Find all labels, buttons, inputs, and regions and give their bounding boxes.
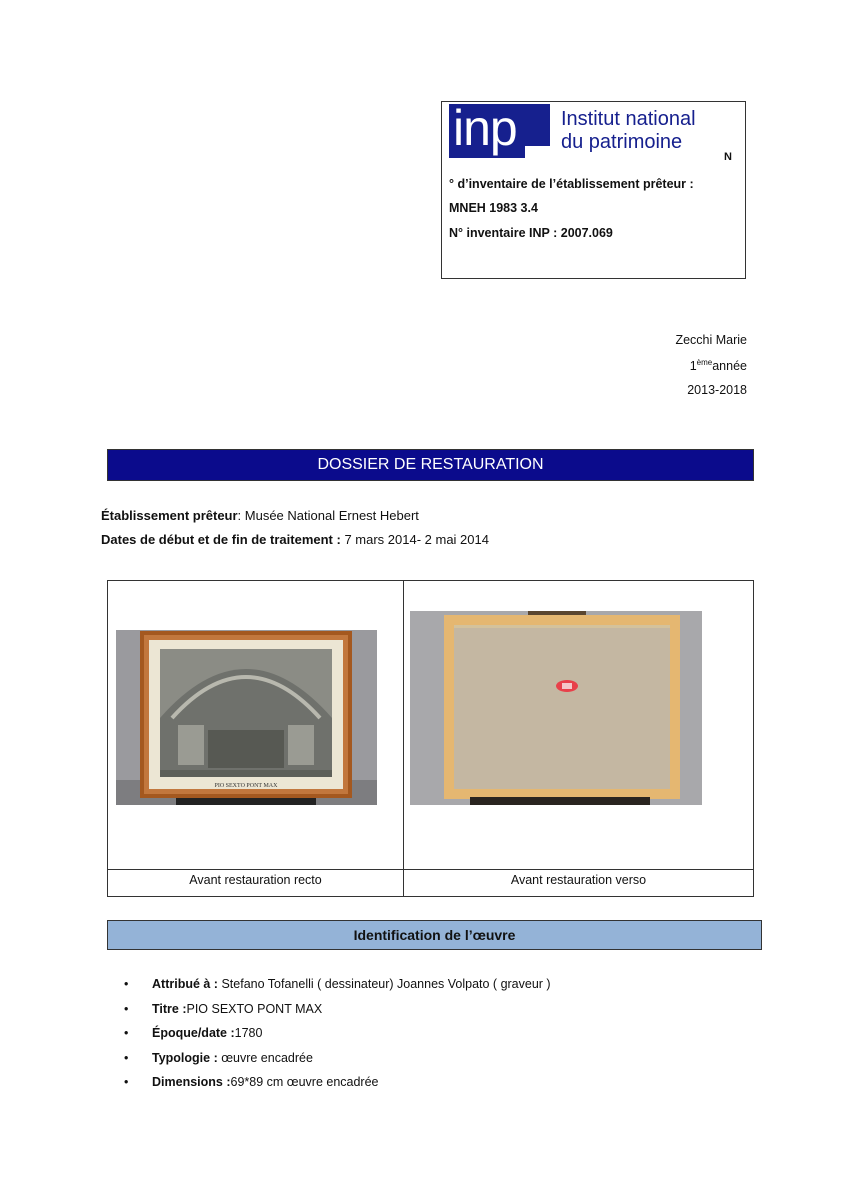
lender-inventory-label: ° d’inventaire de l’établissement prêteur : xyxy=(449,177,694,191)
item-label: Titre : xyxy=(152,1002,187,1016)
bullet: • xyxy=(124,977,129,991)
bullet: • xyxy=(124,1051,129,1065)
bullet: • xyxy=(124,1075,129,1089)
logo-notch xyxy=(525,146,550,158)
stray-letter: N xyxy=(724,151,732,163)
lender-label: Établissement prêteur xyxy=(101,508,238,523)
engraving-caption: PIO SEXTO PONT MAX xyxy=(214,783,278,789)
logo-text: inp xyxy=(453,100,517,156)
dates-value: 7 mars 2014- 2 mai 2014 xyxy=(340,532,489,547)
study-period: 2013-2018 xyxy=(687,383,747,397)
item-value: PIO SEXTO PONT MAX xyxy=(186,1002,323,1016)
identification-title: Identification de l’œuvre xyxy=(353,927,516,943)
lender-line xyxy=(101,508,419,523)
caption-recto: Avant restauration recto xyxy=(189,873,322,887)
bullet: • xyxy=(124,1002,129,1016)
item-value: Stefano Tofanelli ( dessinateur) Joannes Volpato ( graveur ) xyxy=(217,977,551,991)
item-value: 69*89 cm œuvre encadrée xyxy=(230,1075,379,1089)
lender-inventory-value: MNEH 1983 3.4 xyxy=(449,201,538,215)
author-name: Zecchi Marie xyxy=(675,333,747,347)
photo-table xyxy=(107,580,754,897)
study-year xyxy=(690,358,747,373)
lender-value: : Musée National Ernest Hebert xyxy=(237,508,419,523)
year-label: année xyxy=(712,359,747,374)
item-label: Typologie : xyxy=(152,1051,218,1065)
institution-line-1: Institut national xyxy=(561,108,696,130)
inp-logo xyxy=(449,100,550,158)
table-divider-vertical xyxy=(403,581,404,896)
identification-header xyxy=(107,920,762,950)
item-value: 1780 xyxy=(234,1026,263,1040)
bullet: • xyxy=(124,1026,129,1040)
item-label: Époque/date : xyxy=(152,1026,235,1040)
list-item-attribution xyxy=(152,977,551,991)
item-value: œuvre encadrée xyxy=(217,1051,313,1065)
institution-line-2: du patrimoine xyxy=(561,131,683,153)
inp-inventory: N° inventaire INP : 2007.069 xyxy=(449,226,613,240)
caption-verso: Avant restauration verso xyxy=(510,873,647,887)
dates-label: Dates de début et de fin de traitement : xyxy=(101,532,341,547)
item-label: Attribué à : xyxy=(152,977,218,991)
year-number: 1 xyxy=(689,359,697,374)
list-item-title xyxy=(152,1002,322,1016)
dates-line xyxy=(101,532,489,547)
list-item-date xyxy=(152,1026,262,1040)
photo-verso xyxy=(410,611,702,805)
institution-name xyxy=(561,108,696,154)
list-item-dimensions xyxy=(152,1075,379,1089)
document-title: DOSSIER DE RESTAURATION xyxy=(317,456,544,473)
item-label: Dimensions : xyxy=(152,1075,231,1089)
photo-recto xyxy=(116,630,377,805)
list-item-typology xyxy=(152,1051,313,1065)
document-title-banner xyxy=(107,449,754,481)
year-superscript: ème xyxy=(696,358,713,367)
